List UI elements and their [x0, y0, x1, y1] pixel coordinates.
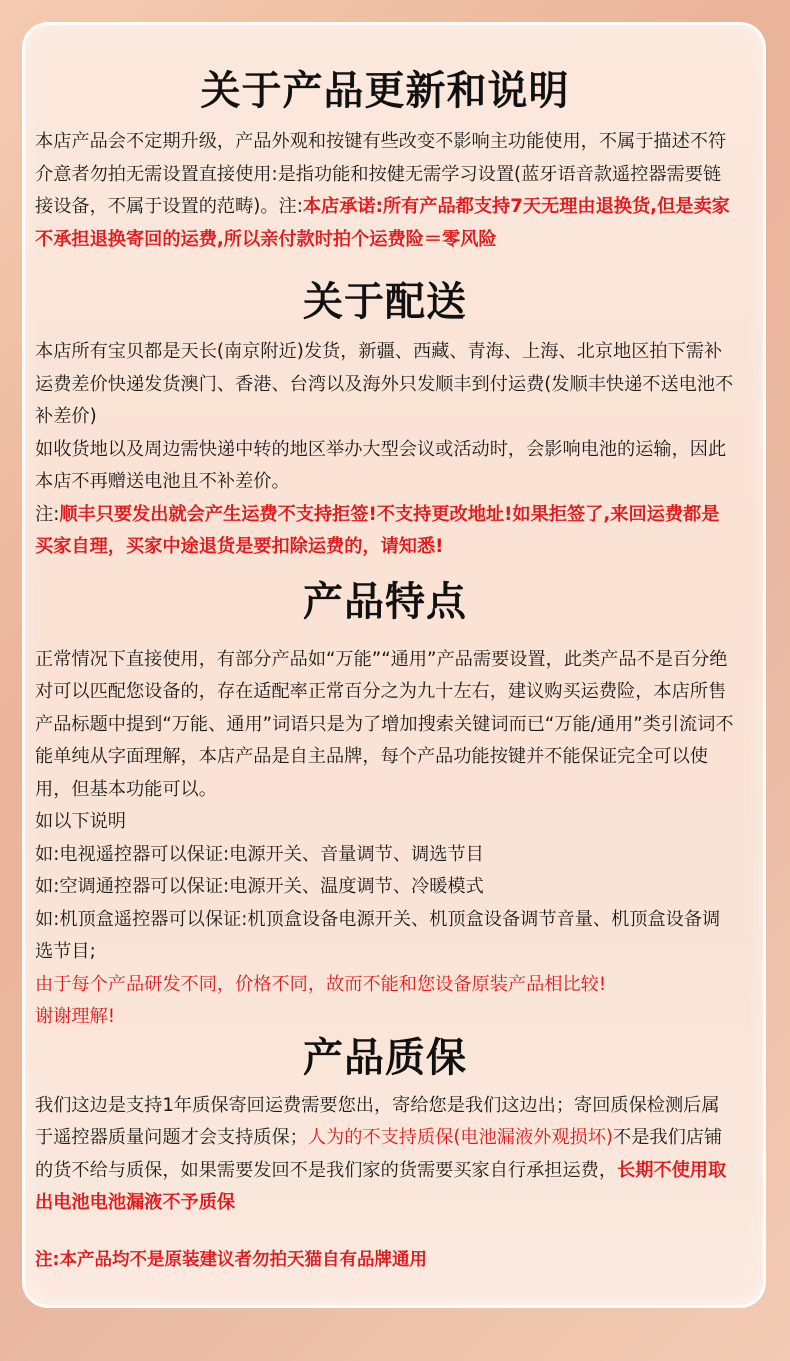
section-warranty: [35, 1030, 735, 1220]
update-paragraph: [35, 126, 735, 256]
delivery-paragraph-1: 本店所有宝贝都是天长(南京附近)发货，新疆、西藏、青海、上海、北京地区拍下需补运费差价快递发货澳门、香港、台湾以及海外只发顺丰到付运费(发顺丰快递不送电池不补差价): [35, 341, 734, 427]
section-title: 关于配送: [303, 279, 467, 325]
delivery-note: [35, 499, 735, 564]
warranty-text-2: 不是我们店铺的货不给与质保，如果需要发回不是我们家的货需要买家自行承担运费，: [35, 1127, 723, 1181]
shunfeng-warning: 顺丰只要发出就会产生运费不支持拒签!不支持更改地址!如果拒签了,来回运费都是买家自理，买家中途退货是要扣除运费的，请知悉!: [35, 503, 720, 557]
features-paragraph: 正常情况下直接使用，有部分产品如“万能”“通用”产品需要设置，此类产品不是百分绝对可以匹配您设备的，存在适配率正常百分之为九十左右，建议购买运费险，本店所售产品标题中提到“万能、通用”词语只是为了增加搜索关键词而已“万能/通用”类引流词不能单纯从字面理解，本店产品是自主品牌，每个产品功能按键并不能保证完全可以使用，但基本功能可以。: [35, 648, 734, 800]
section-delivery: [35, 274, 735, 564]
section-title: 产品质保: [303, 1034, 467, 1081]
footer-note: 注:本产品均不是原装建议者勿拍天猫自有品牌通用: [35, 1249, 427, 1270]
features-tv: 如:电视遥控器可以保证:电源开关、音量调节、调选节目: [35, 843, 484, 865]
warranty-text-1: 我们这边是支持1年质保寄回运费需要您出，寄给您是我们这边出；寄回质保检测后属于遥控器质量问题才会支持质保；: [35, 1094, 720, 1148]
note-prefix: 注:: [35, 503, 60, 525]
features-intro: 如以下说明: [35, 811, 126, 832]
section-features: [35, 574, 735, 1034]
update-text: 本店产品会不定期升级，产品外观和按键有些改变不影响主功能使用，不属于描述不符介意者勿拍无需设置直接使用:是指功能和按健无需学习设置(蓝牙语音款遥控器需要链接设备，不属于设置的范畴)。注:: [35, 131, 727, 217]
features-warning: 由于每个产品研发不同，价格不同，故而不能和您设备原装产品相比较!: [35, 973, 607, 995]
content: [35, 55, 735, 1276]
features-thanks: 谢谢理解!: [35, 1006, 116, 1027]
section-product-update: [35, 63, 735, 256]
return-policy-text: 本店承诺:所有产品都支持7天无理由退换货,但是卖家不承担退换寄回的运费,所以亲付款时拍个运费险＝零风险: [35, 196, 730, 250]
section-title: 关于产品更新和说明: [200, 68, 570, 114]
warranty-paragraph: [35, 1090, 735, 1220]
delivery-paragraph-2: 如收货地以及周边需快递中转的地区举办大型会议或活动时，会影响电池的运输，因此本店不再赠送电池且不补差价。: [35, 438, 727, 492]
features-stb: 如:机顶盒遥控器可以保证:机顶盒设备电源开关、机顶盒设备调节音量、机顶盒设备调选节目;: [35, 908, 721, 962]
features-ac: 如:空调通控器可以保证:电源开关、温度调节、冷暖模式: [35, 876, 484, 897]
warranty-exclusion: 人为的不支持质保(电池漏液外观损坏): [307, 1127, 614, 1148]
section-title: 产品特点: [303, 578, 467, 625]
battery-leak-warning: 长期不使用取出电池电池漏液不予质保: [35, 1159, 727, 1213]
